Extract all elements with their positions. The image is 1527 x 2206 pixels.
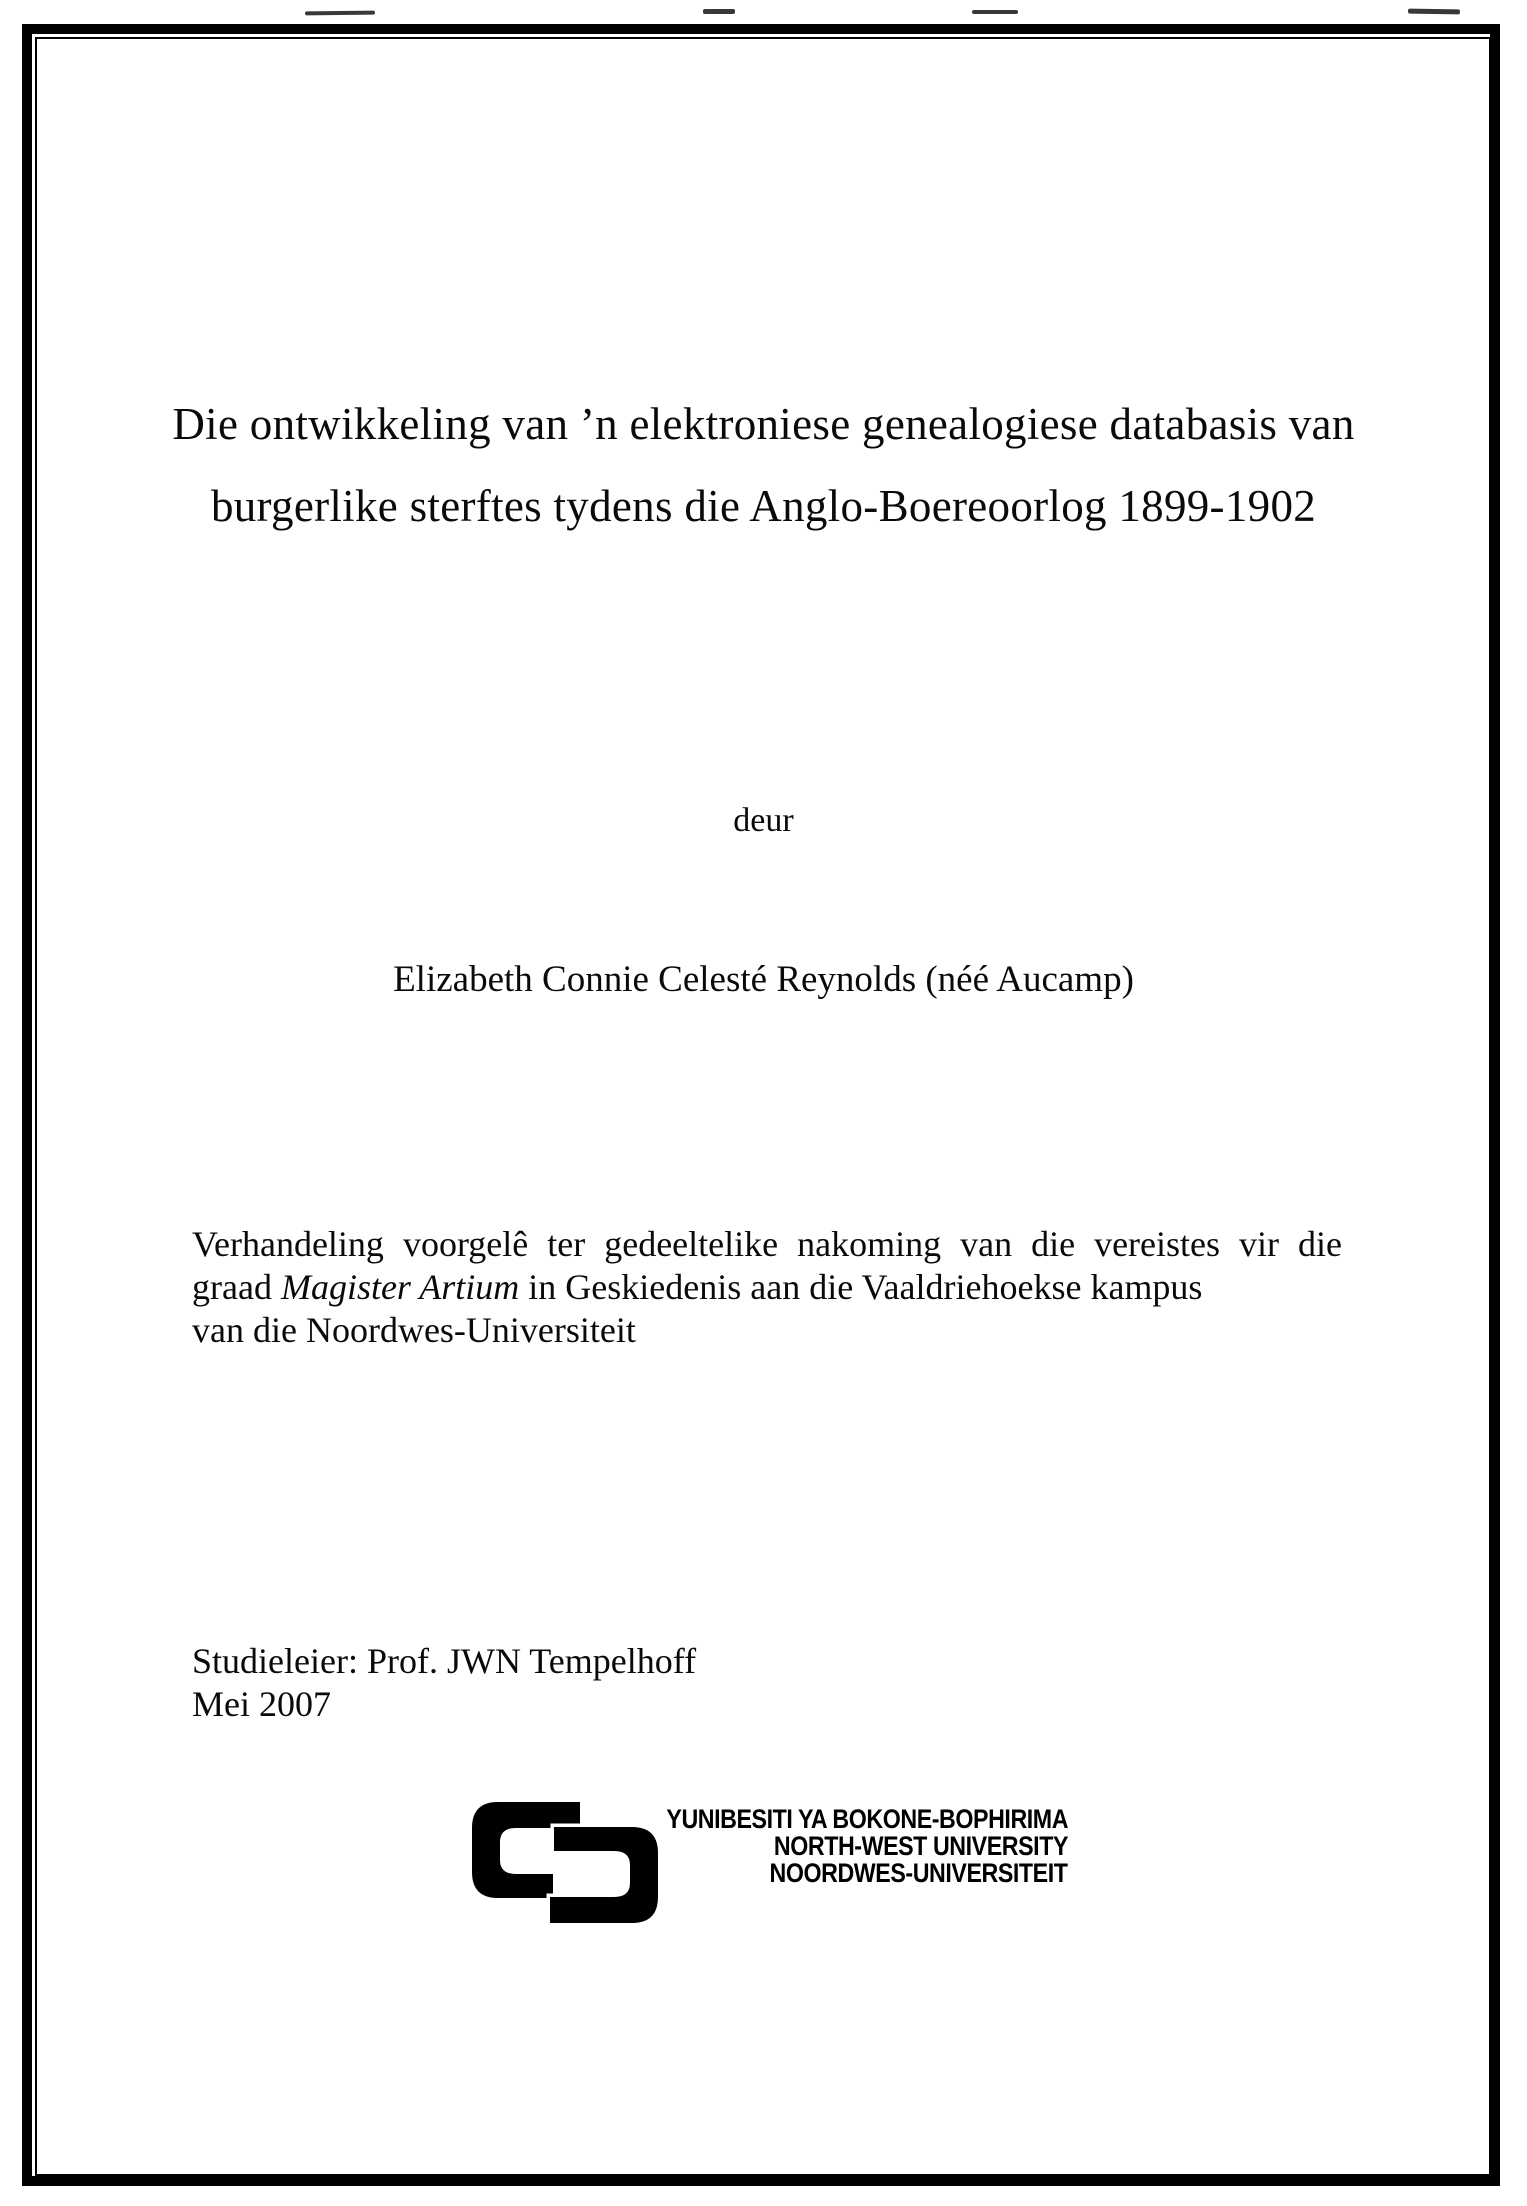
scan-artifact (1408, 9, 1460, 15)
title-line-1: Die ontwikkeling van ’n elektroniese genealogiese databasis van (172, 399, 1355, 449)
description-line-1: Verhandeling voorgelê ter gedeeltelike nakoming van die vereistes vir die (192, 1224, 1342, 1264)
description-line-2-pre: graad (192, 1267, 281, 1307)
scan-artifact (972, 10, 1018, 14)
supervisor-line: Studieleier: Prof. JWN Tempelhoff (192, 1641, 697, 1681)
title-line-2: burgerlike sterftes tydens die Anglo-Boereoorlog 1899-1902 (210, 481, 1317, 531)
description-line-2 (192, 1266, 1342, 1309)
description-line-2-post: in Geskiedenis aan die Vaaldriehoekse kampus (519, 1267, 1203, 1307)
author-name: Elizabeth Connie Celesté Reynolds (néé Aucamp) (393, 959, 1134, 1000)
scan-artifact (703, 9, 735, 14)
thesis-title (0, 383, 1527, 547)
date-line: Mei 2007 (192, 1684, 331, 1724)
university-logo-text (590, 1806, 1068, 1887)
university-logo (470, 1799, 1070, 1929)
byline-deur: deur (733, 802, 794, 839)
logo-text-english: NORTH-WEST UNIVERSITY (773, 1831, 1068, 1861)
logo-text-afrikaans: NOORDWES-UNIVERSITEIT (769, 1858, 1068, 1888)
thesis-description (192, 1223, 1342, 1352)
logo-text-setswana: YUNIBESITI YA BOKONE-BOPHIRIMA (666, 1804, 1068, 1834)
magister-artium-italic: Magister Artium (280, 1267, 520, 1307)
description-line-3: van die Noordwes-Universiteit (192, 1310, 636, 1350)
scan-artifact (305, 11, 375, 16)
supervisor-block (192, 1640, 696, 1726)
